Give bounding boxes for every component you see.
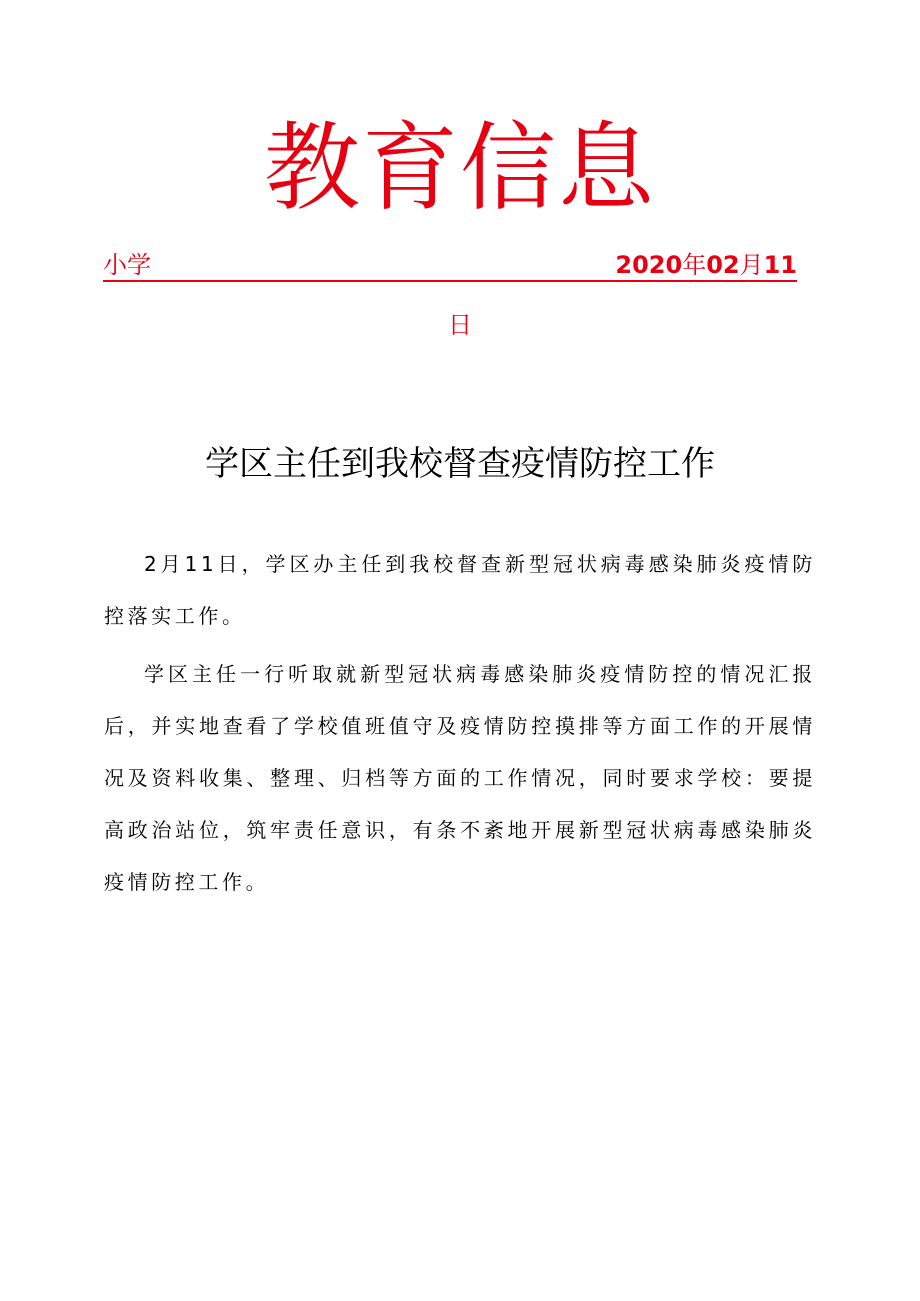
school-name: 小学 (103, 251, 151, 279)
issue-date (615, 248, 797, 282)
date-year-char: 年 (682, 251, 707, 279)
article-body (104, 538, 816, 914)
date-month: 02 (706, 251, 740, 279)
article-paragraph: 学区主任一行听取就新型冠状病毒感染肺炎疫情防控的情况汇报后，并实地查看了学校值班值守及疫情防控摸排等方面工作的开展情况及资料收集、整理、归档等方面的工作情况，同时要求学校：要提高政治站位，筑牢责任意识，有条不紊地开展新型冠状病毒感染肺炎疫情防控工作。 (104, 662, 816, 894)
masthead-divider (103, 280, 797, 282)
masthead-info-row (103, 248, 797, 282)
date-month-char: 月 (739, 251, 764, 279)
date-year: 2020 (615, 251, 683, 279)
article-paragraph: 2月11日，学区办主任到我校督查新型冠状病毒感染肺炎疫情防控落实工作。 (104, 552, 816, 628)
date-day: 11 (763, 251, 797, 279)
masthead-title: 教育信息 (264, 112, 656, 224)
date-day-char: 日 (448, 311, 472, 339)
article-title: 学区主任到我校督查疫情防控工作 (205, 444, 715, 484)
